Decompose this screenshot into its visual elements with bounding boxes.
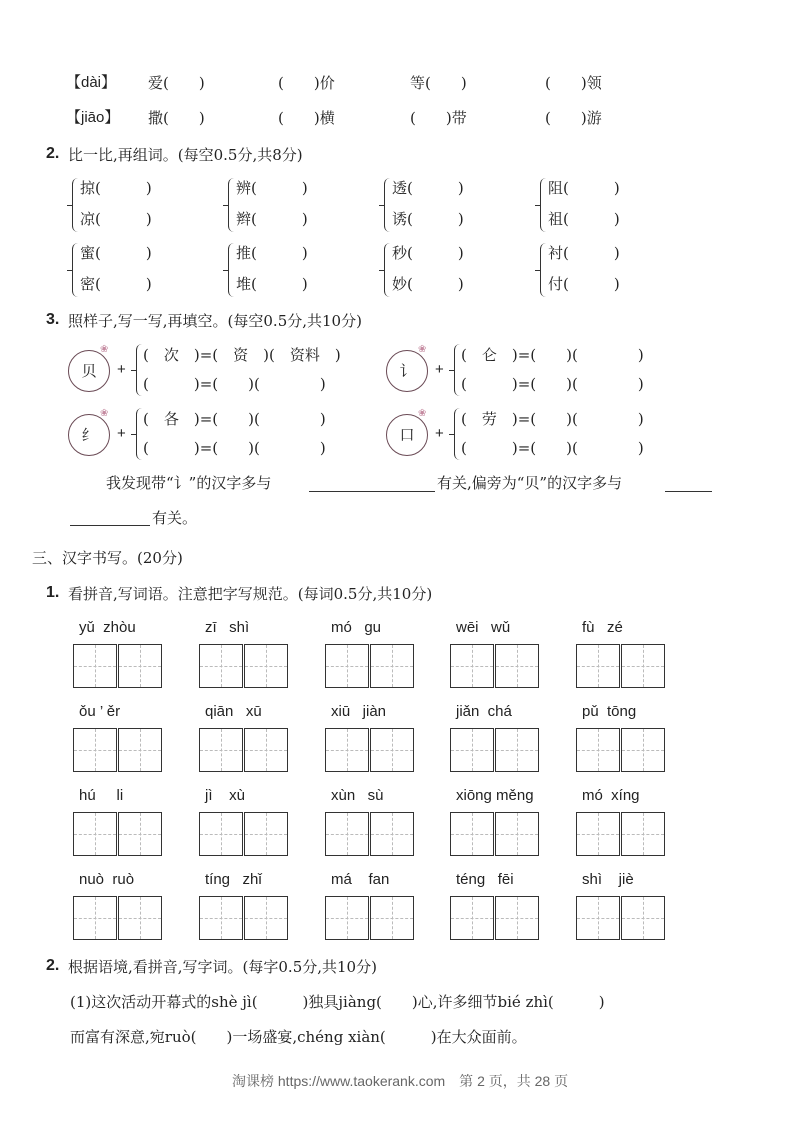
brace bbox=[384, 178, 392, 232]
writing-cell[interactable] bbox=[370, 896, 414, 940]
pair-4-top: 阻( ) bbox=[548, 179, 620, 197]
writing-cell[interactable] bbox=[325, 728, 369, 772]
s3-q2-title: 根据语境,看拼音,写字词。(每字0.5分,共10分) bbox=[68, 958, 377, 976]
pinyin-label: xiōng měng bbox=[456, 787, 534, 804]
pinyin-label: nuò ruò bbox=[79, 871, 135, 888]
bow-icon: ❀ bbox=[100, 344, 109, 355]
writing-cell[interactable] bbox=[244, 644, 288, 688]
q2-title: 比一比,再组词。(每空0.5分,共8分) bbox=[68, 146, 303, 164]
answer-blank[interactable] bbox=[309, 491, 435, 492]
fill-text-a: 我发现带“讠”的汉字多与 bbox=[106, 474, 272, 492]
pair-7-bottom: 妙( ) bbox=[392, 275, 464, 293]
s3-q2-number: 2. bbox=[46, 957, 60, 974]
g4-row1: ( 劳 )=( )( ) bbox=[461, 410, 644, 428]
writing-cell[interactable] bbox=[325, 812, 369, 856]
writing-cell[interactable] bbox=[576, 812, 620, 856]
dai-item-2: ( )价 bbox=[278, 74, 335, 92]
writing-cell[interactable] bbox=[370, 728, 414, 772]
g2-row2: ( )=( )( ) bbox=[461, 375, 644, 393]
pinyin-label: ǒu ’ ěr bbox=[79, 703, 121, 720]
dai-item-3: 等( ) bbox=[410, 74, 467, 92]
writing-cell[interactable] bbox=[621, 644, 665, 688]
g3-row2: ( )=( )( ) bbox=[143, 439, 326, 457]
writing-cell[interactable] bbox=[450, 896, 494, 940]
brace bbox=[72, 243, 80, 297]
g1-row1: ( 次 )=( 资 )( 资料 ) bbox=[143, 346, 341, 364]
writing-cell[interactable] bbox=[495, 644, 539, 688]
writing-cell[interactable] bbox=[244, 728, 288, 772]
radical-char: 口 bbox=[399, 426, 415, 444]
writing-cell[interactable] bbox=[244, 812, 288, 856]
radical-circle bbox=[68, 350, 110, 392]
jiao-item-4: ( )游 bbox=[545, 109, 602, 127]
pinyin-label: wēi wǔ bbox=[456, 619, 511, 636]
jiao-item-3: ( )带 bbox=[410, 109, 467, 127]
pinyin-label: fù zé bbox=[582, 619, 623, 636]
writing-cell[interactable] bbox=[621, 896, 665, 940]
pinyin-label: pǔ tōng bbox=[582, 703, 637, 720]
writing-cell[interactable] bbox=[244, 896, 288, 940]
s3-q1-number: 1. bbox=[46, 584, 60, 601]
pair-6-bottom: 堆( ) bbox=[236, 275, 308, 293]
section-3-title: 三、汉字书写。(20分) bbox=[32, 549, 183, 567]
dai-item-1: 爱( ) bbox=[148, 74, 205, 92]
s3-q1-title: 看拼音,写词语。注意把字写规范。(每词0.5分,共10分) bbox=[68, 585, 433, 603]
jiao-item-1: 撒( ) bbox=[148, 109, 205, 127]
radical-circle bbox=[68, 414, 110, 456]
pair-2-bottom: 辫( ) bbox=[236, 210, 308, 228]
pair-3-bottom: 诱( ) bbox=[392, 210, 464, 228]
brace bbox=[540, 178, 548, 232]
pinyin-label: tíng zhǐ bbox=[205, 871, 262, 888]
plus-sign: + bbox=[435, 361, 444, 378]
writing-cell[interactable] bbox=[199, 896, 243, 940]
pair-8-top: 衬( ) bbox=[548, 244, 620, 262]
writing-cell[interactable] bbox=[450, 728, 494, 772]
g2-row1: ( 仑 )=( )( ) bbox=[461, 346, 644, 364]
dai-item-4: ( )领 bbox=[545, 74, 602, 92]
brace bbox=[228, 178, 236, 232]
radical-char: 讠 bbox=[399, 362, 415, 380]
pinyin-label: qiān xū bbox=[205, 703, 262, 720]
writing-cell[interactable] bbox=[118, 812, 162, 856]
pinyin-label: jiǎn chá bbox=[456, 703, 512, 720]
pinyin-label: hú li bbox=[79, 787, 124, 804]
pair-6-top: 推( ) bbox=[236, 244, 308, 262]
writing-cell[interactable] bbox=[325, 896, 369, 940]
writing-cell[interactable] bbox=[73, 812, 117, 856]
writing-cell[interactable] bbox=[118, 644, 162, 688]
pair-7-top: 秒( ) bbox=[392, 244, 464, 262]
writing-cell[interactable] bbox=[73, 728, 117, 772]
radical-char: 纟 bbox=[81, 426, 97, 444]
pinyin-label: téng fēi bbox=[456, 871, 514, 888]
pair-3-top: 透( ) bbox=[392, 179, 464, 197]
writing-cell[interactable] bbox=[325, 644, 369, 688]
writing-cell[interactable] bbox=[576, 728, 620, 772]
radical-circle bbox=[386, 350, 428, 392]
writing-cell[interactable] bbox=[495, 728, 539, 772]
writing-cell[interactable] bbox=[73, 644, 117, 688]
brace bbox=[540, 243, 548, 297]
q3-title: 照样子,写一写,再填空。(每空0.5分,共10分) bbox=[68, 312, 362, 330]
pair-5-bottom: 密( ) bbox=[80, 275, 152, 293]
pinyin-label: xùn sù bbox=[331, 787, 384, 804]
fill-text-c: 有关。 bbox=[152, 509, 198, 527]
dai-label: 【dài】 bbox=[66, 74, 117, 91]
fill-text-b: 有关,偏旁为“贝”的汉字多与 bbox=[437, 474, 623, 492]
writing-cell[interactable] bbox=[199, 728, 243, 772]
page-footer: 淘课榜 https://www.taokerank.com 第 2 页，共 28 页 bbox=[232, 1073, 569, 1089]
g3-row1: ( 各 )=( )( ) bbox=[143, 410, 326, 428]
g4-row2: ( )=( )( ) bbox=[461, 439, 644, 457]
q2-number: 2. bbox=[46, 145, 60, 162]
plus-sign: + bbox=[435, 425, 444, 442]
writing-cell[interactable] bbox=[199, 644, 243, 688]
bow-icon: ❀ bbox=[100, 408, 109, 419]
context-line-2: 而富有深意,宛ruò( )一场盛宴,chéng xiàn( )在大众面前。 bbox=[70, 1028, 527, 1046]
writing-cell[interactable] bbox=[576, 644, 620, 688]
g1-row2: ( )=( )( ) bbox=[143, 375, 326, 393]
pinyin-label: xiū jiàn bbox=[331, 703, 387, 720]
bow-icon: ❀ bbox=[418, 344, 427, 355]
context-line-1: (1)这次活动开幕式的shè jì( )独具jiàng( )心,许多细节bié zhì( ) bbox=[70, 993, 605, 1011]
writing-cell[interactable] bbox=[370, 644, 414, 688]
pair-4-bottom: 祖( ) bbox=[548, 210, 620, 228]
writing-cell[interactable] bbox=[621, 812, 665, 856]
answer-blank[interactable] bbox=[70, 525, 150, 526]
brace bbox=[384, 243, 392, 297]
answer-blank[interactable] bbox=[665, 491, 712, 492]
writing-cell[interactable] bbox=[495, 896, 539, 940]
bow-icon: ❀ bbox=[418, 408, 427, 419]
pinyin-label: má fan bbox=[331, 871, 390, 888]
writing-cell[interactable] bbox=[450, 812, 494, 856]
jiao-item-2: ( )横 bbox=[278, 109, 335, 127]
writing-cell[interactable] bbox=[621, 728, 665, 772]
brace bbox=[72, 178, 80, 232]
pair-2-top: 辨( ) bbox=[236, 179, 308, 197]
writing-cell[interactable] bbox=[118, 728, 162, 772]
brace bbox=[228, 243, 236, 297]
pair-5-top: 蜜( ) bbox=[80, 244, 152, 262]
writing-cell[interactable] bbox=[576, 896, 620, 940]
pinyin-label: mó gu bbox=[331, 619, 382, 636]
pair-8-bottom: 付( ) bbox=[548, 275, 620, 293]
q3-number: 3. bbox=[46, 311, 60, 328]
pinyin-label: shì jiè bbox=[582, 871, 634, 888]
writing-cell[interactable] bbox=[450, 644, 494, 688]
pinyin-label: yǔ zhòu bbox=[79, 619, 136, 636]
writing-cell[interactable] bbox=[73, 896, 117, 940]
plus-sign: + bbox=[117, 361, 126, 378]
plus-sign: + bbox=[117, 425, 126, 442]
writing-cell[interactable] bbox=[118, 896, 162, 940]
radical-char: 贝 bbox=[81, 362, 97, 380]
pinyin-label: mó xíng bbox=[582, 787, 640, 804]
radical-circle bbox=[386, 414, 428, 456]
pair-1-top: 掠( ) bbox=[80, 179, 152, 197]
writing-cell[interactable] bbox=[370, 812, 414, 856]
pair-1-bottom: 凉( ) bbox=[80, 210, 152, 228]
writing-cell[interactable] bbox=[495, 812, 539, 856]
pinyin-label: zī shì bbox=[205, 619, 250, 636]
jiao-label: 【jiāo】 bbox=[66, 109, 120, 126]
writing-cell[interactable] bbox=[199, 812, 243, 856]
pinyin-label: jì xù bbox=[205, 787, 246, 804]
